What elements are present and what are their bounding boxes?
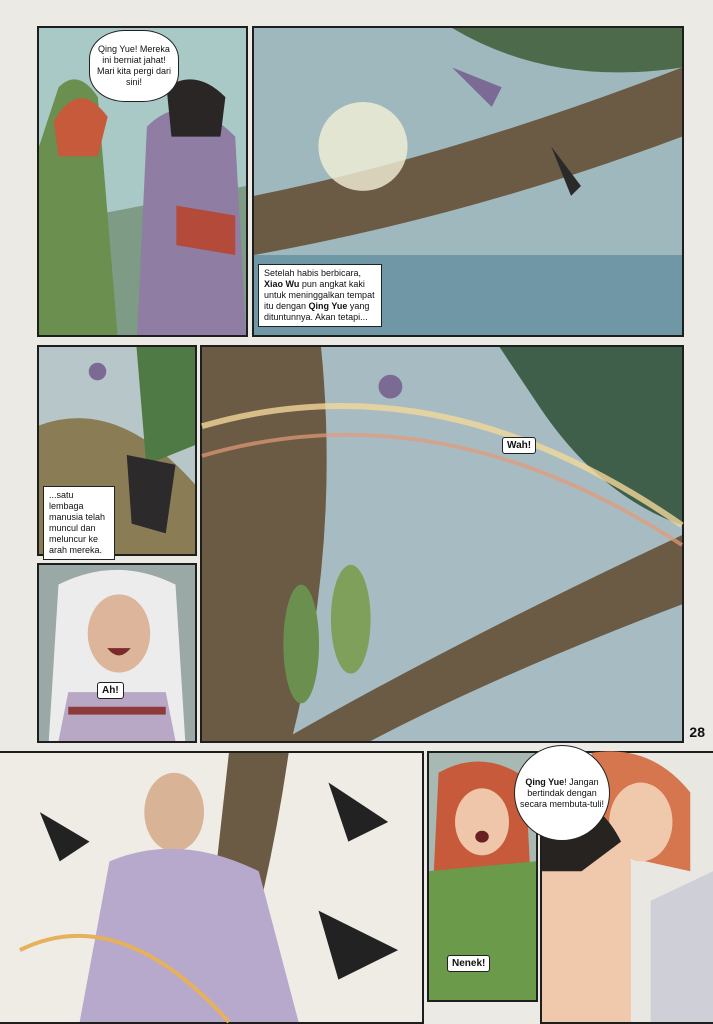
panel-4-illustration	[202, 347, 682, 741]
narration-caption-leaving: Setelah habis berbicara, Xiao Wu pun angkat kaki untuk meninggalkan tempat itu dengan Qing Yue yang dituntunnya. Akan tetapi...	[258, 264, 382, 327]
sfx-nenek: Nenek!	[447, 955, 490, 972]
page-number: 28	[689, 724, 705, 740]
panel-3-figure-appears	[37, 345, 197, 556]
speech-bubble-warning: Qing Yue! Mereka ini berniat jahat! Mari kita pergi dari sini!	[89, 30, 179, 102]
sfx-wah: Wah!	[502, 437, 536, 454]
panel-1-characters-talking	[37, 26, 248, 337]
panel-6-illustration	[0, 753, 422, 1022]
panel-2-attack-on-bridge	[252, 26, 684, 337]
narration-caption-figure: ...satu lembaga manusia telah muncul dan meluncur ke arah mereka.	[43, 486, 115, 560]
panel-5-illustration	[39, 565, 195, 741]
panel-5-old-woman	[37, 563, 197, 743]
panel-8-boy-warning	[519, 751, 713, 1024]
speech-bubble-warning-boy: Qing Yue! Jangan bertindak dengan secara membuta-tuli!	[514, 745, 610, 841]
sfx-ah: Ah!	[97, 682, 124, 699]
panel-6-old-woman-crows	[0, 751, 424, 1024]
panel-4-action-scene	[200, 345, 684, 743]
